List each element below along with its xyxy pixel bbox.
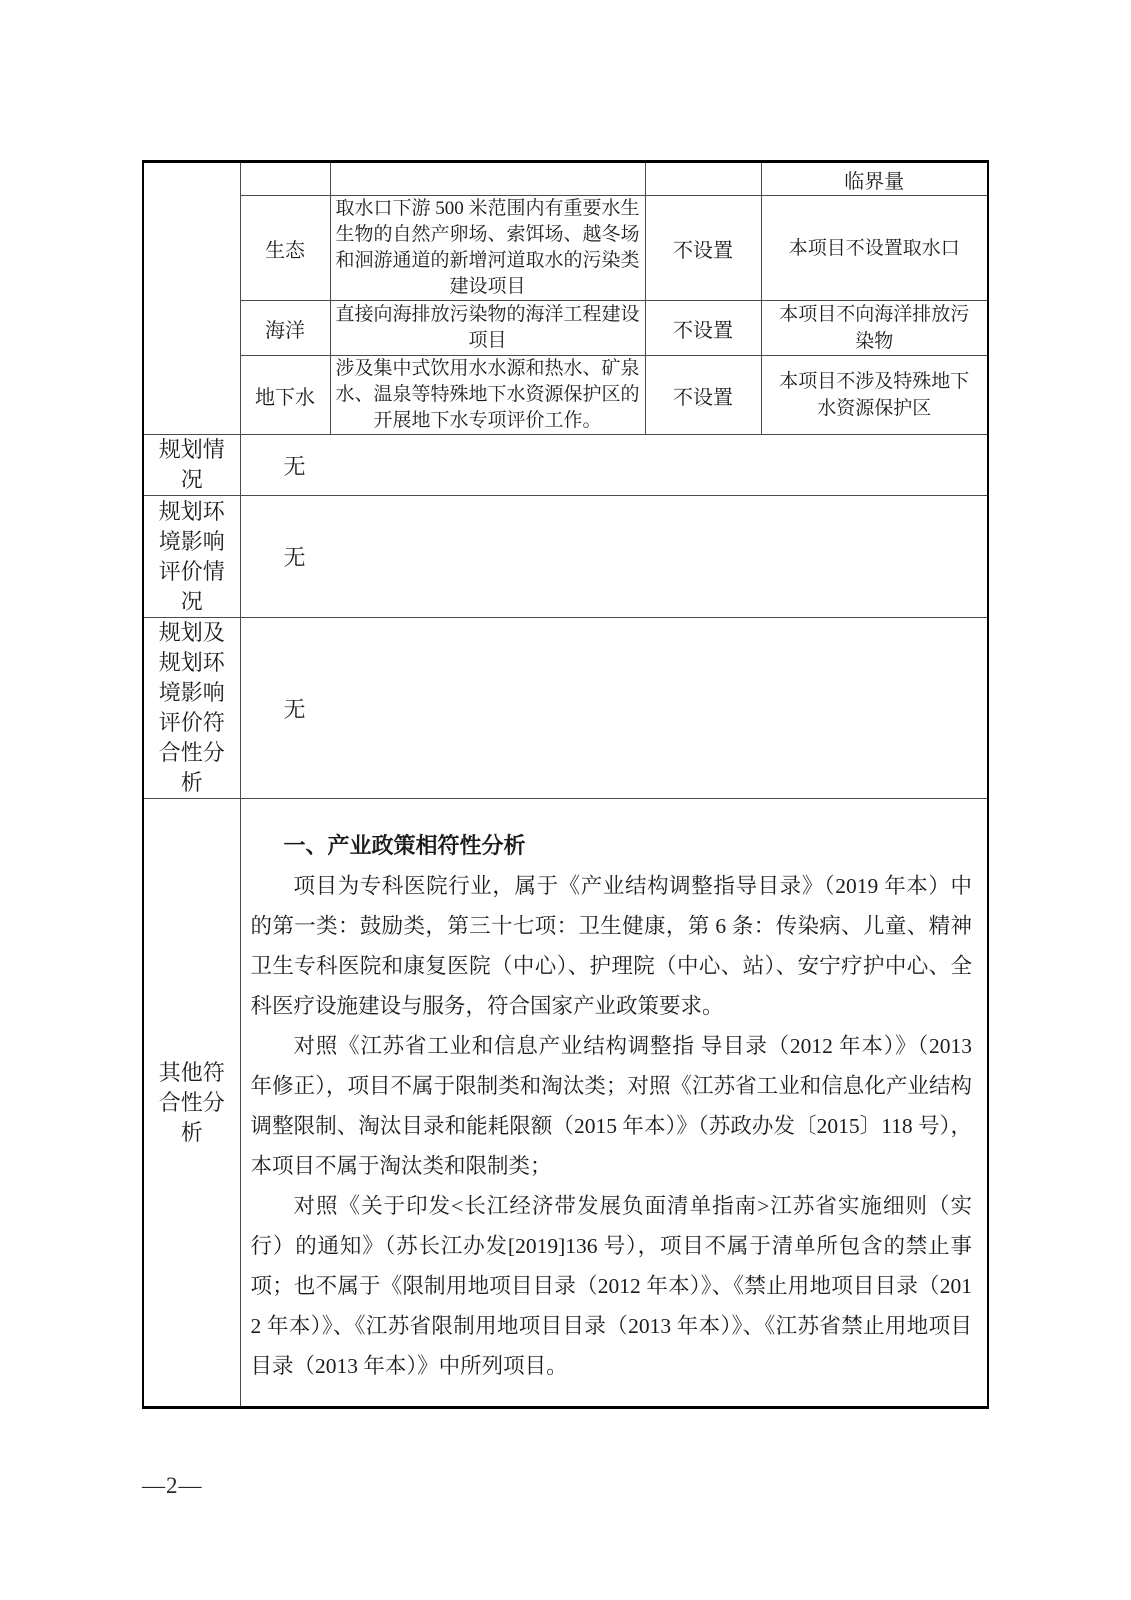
section-heading: 一、产业政策相符性分析	[283, 833, 526, 858]
setting-cell: 不设置	[645, 301, 761, 356]
criteria-cell: 取水口下游 500 米范围内有重要水生生物的自然产卵场、索饵场、越冬场和洄游通道的新增河道取水的污染类建设项目	[330, 196, 645, 301]
setting-cell: 不设置	[645, 356, 761, 435]
left-column-empty-cell	[143, 162, 240, 435]
project-situation-cell: 本项目不设置取水口	[761, 196, 988, 301]
table-row-planning-eia-status	[143, 496, 988, 618]
analysis-content-cell	[240, 799, 988, 1408]
table-row-groundwater	[143, 356, 988, 435]
table-row-marine	[143, 301, 988, 356]
table-row-ecology	[143, 196, 988, 301]
row-label-cell: 规划环境影响评价情况	[143, 496, 240, 618]
criteria-cell: 涉及集中式饮用水水源和热水、矿泉水、温泉等特殊地下水资源保护区的开展地下水专项评价工作。	[330, 356, 645, 435]
page-number: —2—	[142, 1473, 203, 1498]
eia-form-table	[142, 160, 989, 1409]
row-label-cell: 规划情况	[143, 435, 240, 496]
empty-cell	[645, 162, 761, 196]
row-label-cell: 规划及规划环境影响评价符合性分析	[143, 618, 240, 799]
table-row-planning-conformity-analysis	[143, 618, 988, 799]
row-value-cell: 无	[240, 618, 988, 799]
project-situation-cell: 本项目不涉及特殊地下水资源保护区	[761, 356, 988, 435]
table-row-other-conformity-analysis	[143, 799, 988, 1408]
category-cell: 生态	[240, 196, 330, 301]
row-value-cell: 无	[240, 435, 988, 496]
empty-cell	[240, 162, 330, 196]
row-value-cell: 无	[240, 496, 988, 618]
category-cell: 地下水	[240, 356, 330, 435]
table-row-planning-status	[143, 435, 988, 496]
table-row-threshold-header	[143, 162, 988, 196]
policy-paragraph-2: 对照《江苏省工业和信息产业结构调整指 导目录（2012 年本）》（2013 年修正），项目不属于限制类和淘汰类；对照《江苏省工业和信息化产业结构调整限制、淘汰目录和能耗限额（2015 年本）》（苏政办发〔2015〕118 号），本项目不属于淘汰类和限制类；	[250, 1034, 972, 1178]
policy-paragraph-3: 对照《关于印发<长江经济带发展负面清单指南>江苏省实施细则（实行）的通知》（苏长江办发[2019]136 号），项目不属于清单所包含的禁止事项；也不属于《限制用地项目目录（2012 年本）》、《禁止用地项目目录（2012 年本）》、《江苏省限制用地项目目录（2013 年本）》、《江苏省禁止用地项目目录（2013 年本）》中所列项目。	[250, 1194, 972, 1378]
row-label-cell: 其他符合性分析	[143, 799, 240, 1408]
category-cell: 海洋	[240, 301, 330, 356]
empty-cell	[330, 162, 645, 196]
project-situation-cell: 本项目不向海洋排放污染物	[761, 301, 988, 356]
criteria-cell: 直接向海排放污染物的海洋工程建设项目	[330, 301, 645, 356]
setting-cell: 不设置	[645, 196, 761, 301]
policy-paragraph-1: 项目为专科医院行业，属于《产业结构调整指导目录》（2019 年本）中的第一类：鼓励类，第三十七项：卫生健康，第 6 条：传染病、儿童、精神卫生专科医院和康复医院（中心）、护理院（中心、站）、安宁疗护中心、全科医疗设施建设与服务，符合国家产业政策要求。	[250, 874, 972, 1018]
threshold-header-cell: 临界量	[761, 162, 988, 196]
